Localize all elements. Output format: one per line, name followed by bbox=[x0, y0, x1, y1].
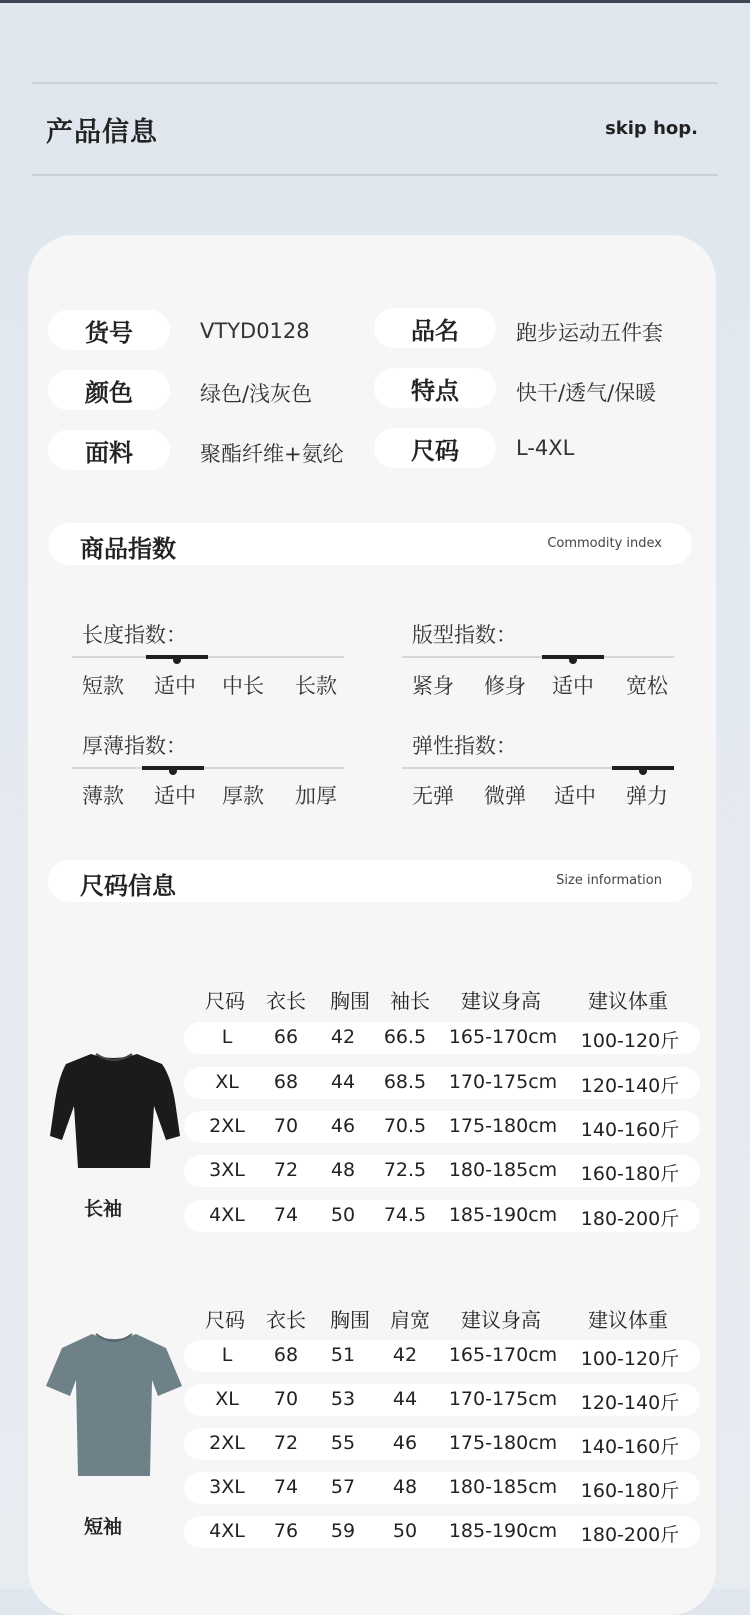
thickness-option: 适中 bbox=[154, 784, 196, 808]
table-cell: L bbox=[221, 1344, 233, 1366]
table-cell: L bbox=[221, 1026, 233, 1048]
table-cell: 170-175cm bbox=[448, 1071, 558, 1093]
info-value: 绿色/浅灰色 bbox=[200, 382, 313, 406]
fit-option: 宽松 bbox=[626, 674, 668, 698]
table-cell: 57 bbox=[330, 1476, 356, 1498]
commodity-index-header bbox=[48, 523, 692, 565]
fit-scale bbox=[402, 656, 674, 658]
elasticity-option: 适中 bbox=[554, 784, 596, 808]
table-cell: 4XL bbox=[209, 1520, 245, 1542]
table-cell: 68 bbox=[273, 1344, 299, 1366]
table-cell: 160-180斤 bbox=[580, 1163, 680, 1185]
table-cell: XL bbox=[215, 1071, 239, 1093]
table-cell: 74 bbox=[273, 1204, 299, 1226]
table-cell: 72.5 bbox=[383, 1159, 427, 1181]
table-cell: 44 bbox=[330, 1071, 356, 1093]
fit-option: 紧身 bbox=[412, 674, 454, 698]
table-cell: 180-185cm bbox=[448, 1476, 558, 1498]
table-cell: 44 bbox=[392, 1388, 418, 1410]
table-cell: 70 bbox=[273, 1388, 299, 1410]
table-cell: 66.5 bbox=[383, 1026, 427, 1048]
info-value: L-4XL bbox=[516, 436, 575, 460]
short-sleeve-shirt-icon bbox=[44, 1330, 184, 1480]
table-cell: 46 bbox=[330, 1115, 356, 1137]
table-cell: 100-120斤 bbox=[580, 1348, 680, 1370]
table-cell: 185-190cm bbox=[448, 1520, 558, 1542]
divider-bottom bbox=[32, 174, 718, 176]
table-cell: 180-200斤 bbox=[580, 1208, 680, 1230]
table-cell: 70.5 bbox=[383, 1115, 427, 1137]
table-cell: 55 bbox=[330, 1432, 356, 1454]
table-cell: 3XL bbox=[209, 1476, 245, 1498]
length-option: 中长 bbox=[222, 674, 264, 698]
table-cell: 165-170cm bbox=[448, 1026, 558, 1048]
table-cell: 70 bbox=[273, 1115, 299, 1137]
table-cell: 51 bbox=[330, 1344, 356, 1366]
table-cell: 165-170cm bbox=[448, 1344, 558, 1366]
table-cell: 120-140斤 bbox=[580, 1392, 680, 1414]
table-cell: 48 bbox=[330, 1159, 356, 1181]
table-header: 建议体重 bbox=[588, 1308, 668, 1332]
table-cell: XL bbox=[215, 1388, 239, 1410]
table-cell: 66 bbox=[273, 1026, 299, 1048]
table-cell: 68.5 bbox=[383, 1071, 427, 1093]
table-cell: 180-200斤 bbox=[580, 1524, 680, 1546]
length-option: 短款 bbox=[82, 674, 124, 698]
table-cell: 74 bbox=[273, 1476, 299, 1498]
top-border bbox=[0, 0, 750, 3]
length-option: 长款 bbox=[295, 674, 337, 698]
elasticity-option: 无弹 bbox=[412, 784, 454, 808]
table-cell: 46 bbox=[392, 1432, 418, 1454]
section-subtitle: Commodity index bbox=[547, 536, 662, 551]
thickness-option: 加厚 bbox=[295, 784, 337, 808]
table-cell: 140-160斤 bbox=[580, 1119, 680, 1141]
table-cell: 170-175cm bbox=[448, 1388, 558, 1410]
table-cell: 185-190cm bbox=[448, 1204, 558, 1226]
info-key: 面料 bbox=[48, 430, 170, 470]
table-cell: 120-140斤 bbox=[580, 1075, 680, 1097]
info-key: 货号 bbox=[48, 310, 170, 350]
info-key: 品名 bbox=[374, 308, 496, 348]
table-cell: 175-180cm bbox=[448, 1432, 558, 1454]
size-info-header bbox=[48, 860, 692, 902]
fit-option: 修身 bbox=[484, 674, 526, 698]
table-cell: 50 bbox=[330, 1204, 356, 1226]
table-cell: 59 bbox=[330, 1520, 356, 1542]
table-header: 尺码 bbox=[205, 989, 245, 1013]
elasticity-option: 弹力 bbox=[626, 784, 668, 808]
long-sleeve-shirt-icon bbox=[46, 1048, 182, 1172]
info-value: 跑步运动五件套 bbox=[516, 321, 663, 345]
table-cell: 2XL bbox=[209, 1115, 245, 1137]
elasticity-option: 微弹 bbox=[484, 784, 526, 808]
length-index-label: 长度指数： bbox=[82, 623, 187, 647]
table-cell: 4XL bbox=[209, 1204, 245, 1226]
table-cell: 72 bbox=[273, 1432, 299, 1454]
table-cell: 50 bbox=[392, 1520, 418, 1542]
short-sleeve-label: 短袖 bbox=[84, 1516, 123, 1538]
section-title: 尺码信息 bbox=[80, 872, 176, 900]
length-scale bbox=[72, 656, 344, 658]
section-title: 商品指数 bbox=[80, 535, 176, 563]
thickness-option: 厚款 bbox=[222, 784, 264, 808]
table-cell: 48 bbox=[392, 1476, 418, 1498]
table-header: 肩宽 bbox=[390, 1308, 430, 1332]
table-header: 衣长 bbox=[266, 989, 306, 1013]
table-header: 建议体重 bbox=[588, 989, 668, 1013]
page-title: 产品信息 bbox=[46, 117, 158, 148]
info-value: VTYD0128 bbox=[200, 319, 310, 343]
table-cell: 42 bbox=[330, 1026, 356, 1048]
info-value: 快干/透气/保暖 bbox=[516, 381, 657, 405]
table-header: 尺码 bbox=[205, 1308, 245, 1332]
length-option: 适中 bbox=[154, 674, 196, 698]
table-header: 胸围 bbox=[330, 989, 370, 1013]
table-cell: 175-180cm bbox=[448, 1115, 558, 1137]
table-cell: 76 bbox=[273, 1520, 299, 1542]
table-header: 衣长 bbox=[266, 1308, 306, 1332]
table-cell: 72 bbox=[273, 1159, 299, 1181]
info-key: 颜色 bbox=[48, 370, 170, 410]
thickness-scale bbox=[72, 767, 344, 769]
brand-logo: skip hop. bbox=[605, 118, 698, 139]
table-cell: 53 bbox=[330, 1388, 356, 1410]
thickness-option: 薄款 bbox=[82, 784, 124, 808]
long-sleeve-label: 长袖 bbox=[84, 1198, 123, 1220]
fit-option: 适中 bbox=[552, 674, 594, 698]
table-cell: 3XL bbox=[209, 1159, 245, 1181]
info-key: 尺码 bbox=[374, 428, 496, 468]
elasticity-index-label: 弹性指数： bbox=[412, 734, 517, 758]
table-cell: 42 bbox=[392, 1344, 418, 1366]
table-cell: 140-160斤 bbox=[580, 1436, 680, 1458]
table-cell: 74.5 bbox=[383, 1204, 427, 1226]
table-cell: 100-120斤 bbox=[580, 1030, 680, 1052]
divider-top bbox=[32, 82, 718, 84]
table-cell: 180-185cm bbox=[448, 1159, 558, 1181]
table-header: 建议身高 bbox=[461, 1308, 541, 1332]
section-subtitle: Size information bbox=[556, 873, 662, 888]
table-cell: 160-180斤 bbox=[580, 1480, 680, 1502]
table-header: 胸围 bbox=[330, 1308, 370, 1332]
table-header: 袖长 bbox=[390, 989, 430, 1013]
thickness-index-label: 厚薄指数： bbox=[82, 734, 187, 758]
fit-index-label: 版型指数： bbox=[412, 623, 517, 647]
table-cell: 2XL bbox=[209, 1432, 245, 1454]
info-value: 聚酯纤维+氨纶 bbox=[200, 442, 344, 466]
info-key: 特点 bbox=[374, 368, 496, 408]
table-header: 建议身高 bbox=[461, 989, 541, 1013]
elasticity-scale bbox=[402, 767, 674, 769]
table-cell: 68 bbox=[273, 1071, 299, 1093]
